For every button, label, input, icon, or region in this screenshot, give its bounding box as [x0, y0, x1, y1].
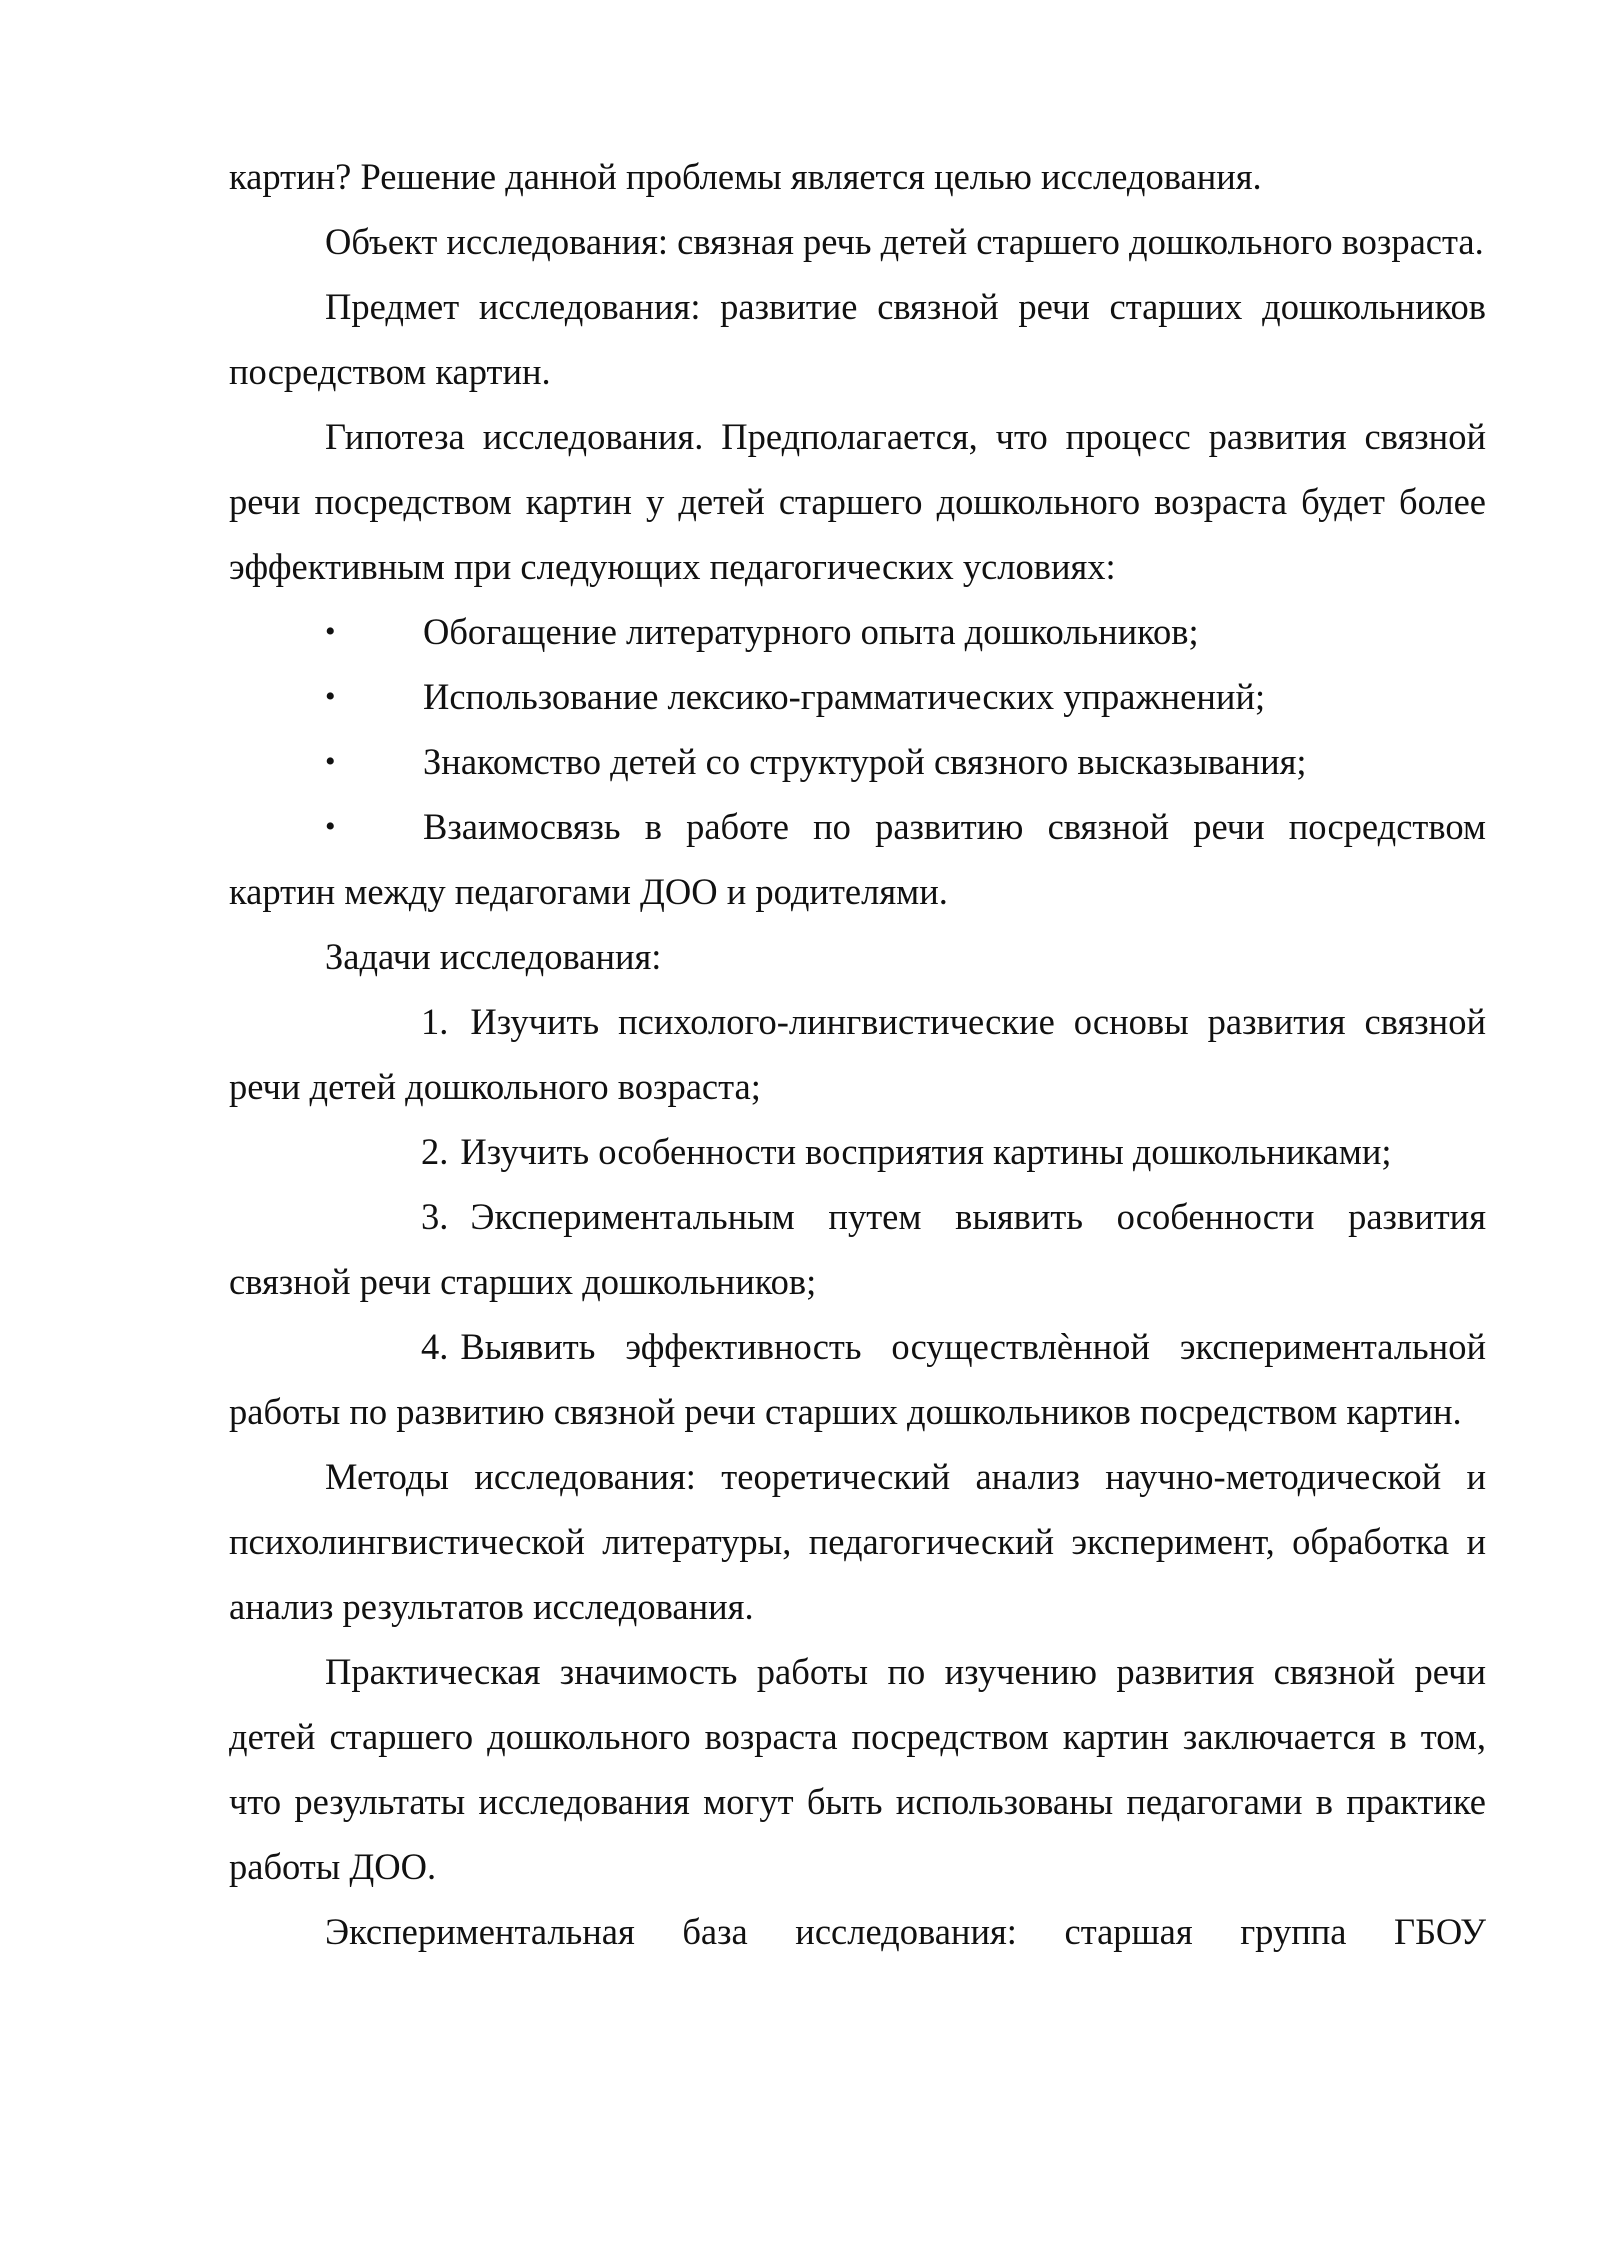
paragraph-continuation: картин? Решение данной проблемы является целью исследования.	[229, 156, 1262, 197]
condition-list-item	[229, 599, 1486, 664]
condition-text: Использование лексико-грамматических упражнений;	[423, 676, 1266, 717]
paragraph-research-subject: Предмет исследования: развитие связной речи старших дошкольников посредством картин.	[229, 286, 1486, 392]
tasks-heading: Задачи исследования:	[325, 936, 662, 977]
task-text: Изучить особенности восприятия картины дошкольниками;	[460, 1131, 1392, 1172]
condition-text: Обогащение литературного опыта дошкольников;	[423, 611, 1199, 652]
condition-list-item	[229, 664, 1486, 729]
paragraph-methods: Методы исследования: теоретический анализ научно-методической и психолингвистической литературы, педагогический эксперимент, обработка и анализ результатов исследования.	[229, 1456, 1486, 1627]
paragraph-experimental-base: Экспериментальная база исследования: старшая группа ГБОУ	[325, 1911, 1486, 1952]
paragraph-hypothesis: Гипотеза исследования. Предполагается, что процесс развития связной речи посредством картин у детей старшего дошкольного возраста будет более эффективным при следующих педагогических условиях:	[229, 416, 1486, 587]
bullet-icon: •	[325, 615, 336, 648]
task-number: 2.	[421, 1131, 449, 1172]
condition-text: Знакомство детей со структурой связного высказывания;	[423, 741, 1307, 782]
task-list-item	[229, 1314, 1486, 1444]
paragraph-research-object: Объект исследования: связная речь детей старшего дошкольного возраста.	[325, 221, 1484, 262]
task-text: Изучить психолого-лингвистические основы развития связной речи детей дошкольного возраста;	[229, 1001, 1486, 1107]
paragraph-practical-significance: Практическая значимость работы по изучению развития связной речи детей старшего дошкольного возраста посредством картин заключается в том, что результаты исследования могут быть использованы педагогами в практике работы ДОО.	[229, 1651, 1486, 1887]
condition-list-item	[229, 794, 1486, 924]
task-number: 3.	[421, 1196, 449, 1237]
bullet-icon: •	[325, 810, 336, 843]
task-number: 4.	[421, 1326, 449, 1367]
task-text: Выявить эффективность осуществлѐнной экспериментальной работы по развитию связной речи старших дошкольников посредством картин.	[229, 1326, 1486, 1432]
condition-list-item	[229, 729, 1486, 794]
bullet-icon: •	[325, 680, 336, 713]
task-list-item	[229, 989, 1486, 1119]
task-text: Экспериментальным путем выявить особенности развития связной речи старших дошкольников;	[229, 1196, 1486, 1302]
task-list-item	[229, 1119, 1486, 1184]
bullet-icon: •	[325, 745, 336, 778]
task-number: 1.	[421, 1001, 449, 1042]
task-list-item	[229, 1184, 1486, 1314]
condition-text: Взаимосвязь в работе по развитию связной речи посредством картин между педагогами ДОО и родителями.	[229, 806, 1486, 912]
document-body	[229, 144, 1486, 1964]
